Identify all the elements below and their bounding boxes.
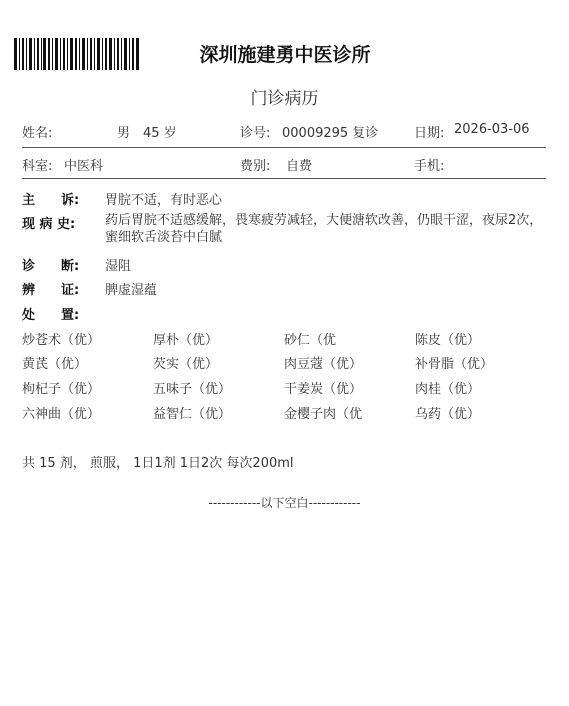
history-label: 现 病 史: (22, 217, 76, 232)
clinic-name: 深圳施建勇中医诊所 (199, 44, 371, 66)
end-of-record-marker: ------------以下空白------------ (208, 496, 361, 510)
department: 中医科 (64, 159, 104, 174)
herb-item: 肉桂（优） (415, 382, 481, 397)
herb-item: 补骨脂（优） (415, 357, 494, 372)
herb-item: 黄芪（优） (22, 357, 88, 372)
barcode-icon (14, 38, 139, 70)
document-title: 门诊病历 (250, 89, 319, 109)
visit-no-label: 诊号: (240, 126, 271, 141)
diagnosis-value: 湿阻 (105, 259, 132, 274)
herb-item: 厚朴（优） (153, 333, 219, 348)
fee-type: 自费 (286, 159, 313, 174)
complaint-value: 胃脘不适，有时恶心 (105, 193, 223, 208)
herb-item: 干姜炭（优） (284, 382, 363, 397)
name-label: 姓名: (22, 126, 53, 141)
herb-item: 六神曲（优） (22, 407, 101, 422)
divider-bottom (22, 178, 546, 179)
dept-label: 科室: (22, 159, 53, 174)
date-label: 日期: (414, 126, 445, 141)
visit-no: 00009295 复诊 (282, 126, 379, 141)
herb-item: 金樱子肉（优 (284, 407, 363, 422)
patient-gender: 男 (117, 126, 131, 141)
treatment-label: 处 置: (22, 308, 80, 323)
diagnosis-label: 诊 断: (22, 259, 80, 274)
history-value: 药后胃脘不适感缓解，畏寒疲劳减轻，大便溏软改善，仍眼干涩，夜尿2次，蜜细软舌淡苔中白腻 (105, 213, 543, 245)
herb-item: 枸杞子（优） (22, 382, 101, 397)
patient-age: 45 岁 (143, 126, 177, 141)
herb-item: 肉豆蔻（优） (284, 357, 363, 372)
visit-date: 2026-03-06 (454, 122, 530, 137)
complaint-label: 主 诉: (22, 193, 80, 208)
herb-item: 砂仁（优 (284, 333, 337, 348)
syndrome-label: 辨 证: (22, 283, 80, 298)
herb-item: 乌药（优） (415, 407, 481, 422)
herb-item: 益智仁（优） (153, 407, 232, 422)
herb-item: 陈皮（优） (415, 333, 481, 348)
divider-top (22, 147, 546, 148)
syndrome-value: 脾虚湿蕴 (105, 283, 158, 298)
dosage-instructions: 共 15 剂， 煎服， 1日1剂 1日2次 每次200ml (22, 456, 294, 471)
phone-label: 手机: (414, 159, 445, 174)
fee-label: 费别: (240, 159, 271, 174)
herb-item: 五味子（优） (153, 382, 232, 397)
herb-item: 芡实（优） (153, 357, 219, 372)
herb-item: 炒苍术（优） (22, 333, 101, 348)
